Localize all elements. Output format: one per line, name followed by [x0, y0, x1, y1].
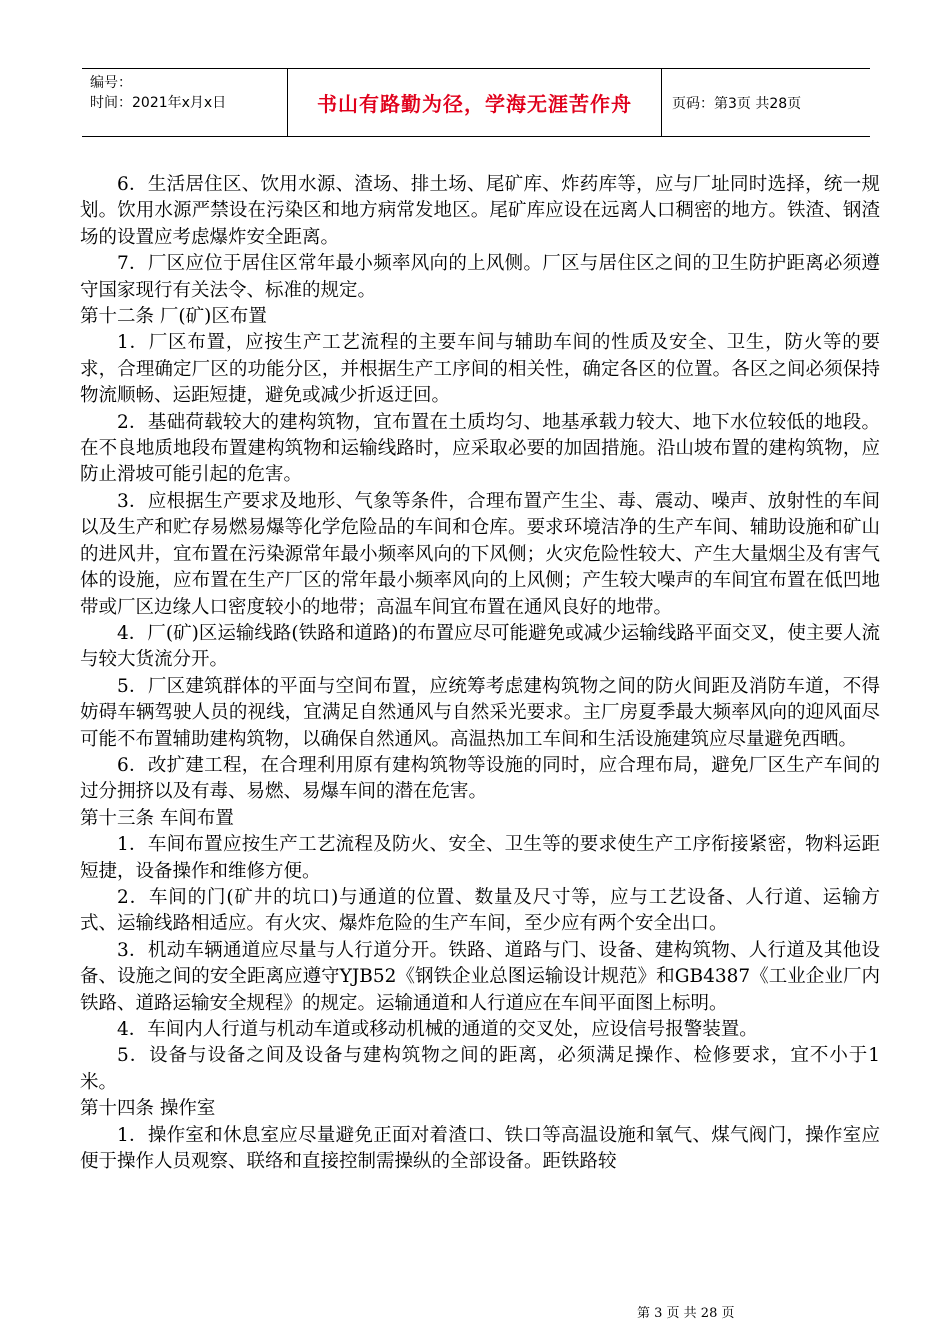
document-date-label: 时间：2021年x月x日 [90, 95, 227, 111]
section-heading: 第十四条 操作室 [80, 1098, 216, 1120]
header-meta [82, 69, 287, 136]
body-paragraph: 4．厂(矿)区运输线路(铁路和道路)的布置应尽可能避免或减少运输线路平面交叉，使主要人流与较大货流分开。 [80, 622, 880, 671]
body-paragraph: 3．机动车辆通道应尽量与人行道分开。铁路、道路与门、设备、建构筑物、人行道及其他设备、设施之间的安全距离应遵守YJB52《钢铁企业总图运输设计规范》和GB4387《工业企业厂内铁路、道路运输安全规程》的规定。运输通道和人行道应在车间平面图上标明。 [80, 939, 880, 1014]
body-paragraph: 1．车间布置应按生产工艺流程及防火、安全、卫生等的要求使生产工序衔接紧密，物料运距短捷，设备操作和维修方便。 [80, 834, 880, 882]
section-heading: 第十三条 车间布置 [80, 807, 234, 829]
body-paragraph: 2．基础荷载较大的建构筑物，宜布置在土质均匀、地基承载力较大、地下水位较低的地段。在不良地质地段布置建构筑物和运输线路时，应采取必要的加固措施。沿山坡布置的建构筑物，应防止滑坡可能引起的危害。 [80, 411, 880, 486]
document-number-label: 编号： [90, 75, 132, 91]
header-motto: 书山有路勤为径，学海无涯苦作舟 [287, 69, 662, 136]
footer-page-number: 第 3 页 共 28 页 [637, 1306, 735, 1321]
body-paragraph: 5．厂区建筑群体的平面与空间布置，应统筹考虑建构筑物之间的防火间距及消防车道，不得妨碍车辆驾驶人员的视线，宜满足自然通风与自然采光要求。主厂房夏季最大频率风向的迎风面尽可能不布置辅助建构筑物，以确保自然通风。高温热加工车间和生活设施建筑应尽量避免西晒。 [80, 675, 880, 750]
body-paragraph: 7．厂区应位于居住区常年最小频率风向的上风侧。厂区与居住区之间的卫生防护距离必须遵守国家现行有关法令、标准的规定。 [80, 253, 880, 301]
document-body [80, 172, 880, 1175]
header-page-label: 页码：第3页 共28页 [672, 95, 802, 112]
section-heading: 第十二条 厂(矿)区布置 [80, 306, 267, 328]
body-paragraph: 4．车间内人行道与机动车道或移动机械的通道的交叉处，应设信号报警装置。 [117, 1019, 758, 1040]
page-header [82, 68, 870, 137]
body-paragraph: 2．车间的门(矿井的坑口)与通道的位置、数量及尺寸等，应与工艺设备、人行道、运输方式、运输线路相适应。有火灾、爆炸危险的生产车间，至少应有两个安全出口。 [80, 886, 880, 935]
body-paragraph: 1．操作室和休息室应尽量避免正面对着渣口、铁口等高温设施和氧气、煤气阀门，操作室应便于操作人员观察、联络和直接控制需操纵的全部设备。距铁路较 [80, 1124, 880, 1173]
body-paragraph: 6．改扩建工程，在合理利用原有建构筑物等设施的同时，应合理布局，避免厂区生产车间的过分拥挤以及有毒、易燃、易爆车间的潜在危害。 [80, 754, 880, 803]
body-paragraph: 1．厂区布置，应按生产工艺流程的主要车间与辅助车间的性质及安全、卫生，防火等的要求，合理确定厂区的功能分区，并根据生产工序间的相关性，确定各区的位置。各区之间必须保持物流顺畅、运距短捷，避免或减少折返迂回。 [80, 332, 880, 407]
body-paragraph: 6．生活居住区、饮用水源、渣场、排土场、尾矿库、炸药库等，应与厂址同时选择，统一规划。饮用水源严禁设在污染区和地方病常发地区。尾矿库应设在远离人口稠密的地方。铁渣、钢渣场的设置应考虑爆炸安全距离。 [80, 174, 880, 248]
body-paragraph: 3．应根据生产要求及地形、气象等条件，合理布置产生尘、毒、震动、噪声、放射性的车间以及生产和贮存易燃易爆等化学危险品的车间和仓库。要求环境洁净的生产车间、辅助设施和矿山的进风井，宜布置在污染源常年最小频率风向的下风侧；火灾危险性较大、产生大量烟尘及有害气体的设施，应布置在生产厂区的常年最小频率风向的上风侧；产生较大噪声的车间宜布置在低凹地带或厂区边缘人口密度较小的地带；高温车间宜布置在通风良好的地带。 [80, 490, 880, 618]
body-paragraph: 5．设备与设备之间及设备与建构筑物之间的距离，必须满足操作、检修要求，宜不小于1米。 [80, 1045, 880, 1093]
